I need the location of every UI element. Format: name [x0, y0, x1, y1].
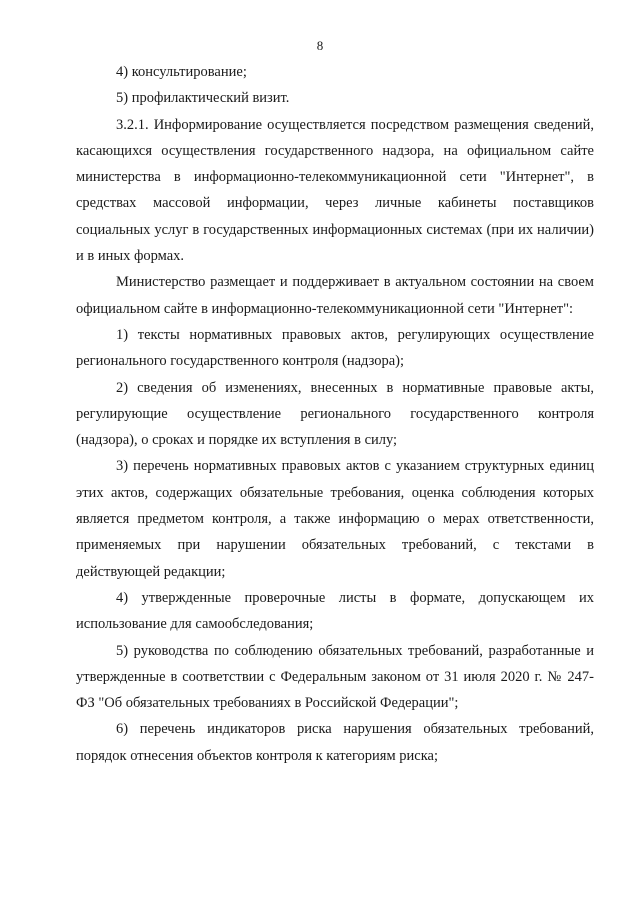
list-item-3-acts-list: 3) перечень нормативных правовых актов с указанием структурных единиц этих актов, содержащих обязательные требования, оценка соблюдения которых является предметом контроля, а также информацию о мерах ответственности, применяемых при нарушении обязательных требований, с текстами в действующей редакции;: [76, 458, 594, 580]
list-item-4-checklists: 4) утвержденные проверочные листы в формате, допускающем их использование для самообследования;: [76, 589, 594, 633]
paragraph-ministry-publishes: Министерство размещает и поддерживает в актуальном состоянии на своем официальном сайте в информационно-телекоммуникационной сети "Интернет":: [76, 274, 594, 317]
document-body: [76, 59, 594, 769]
paragraph-informing: 3.2.1. Информирование осуществляется посредством размещения сведений, касающихся осуществления государственного надзора, на официальном сайте министерства в информационно-телекоммуникационной сети "Интернет", в средствах массовой информации, через личные кабинеты поставщиков социальных услуг в государственных информационных системах (при их наличии) и в иных формах.: [76, 116, 594, 265]
list-item-1-legal-acts: 1) тексты нормативных правовых актов, регулирующих осуществление регионального государственного контроля (надзора);: [76, 326, 594, 370]
list-item-preventive-visit: 5) профилактический визит.: [116, 90, 290, 107]
list-item-6-risk-indicators: 6) перечень индикаторов риска нарушения обязательных требований, порядок отнесения объектов контроля к категориям риска;: [76, 721, 594, 764]
list-item-consulting: 4) консультирование;: [116, 64, 247, 80]
list-item-2-changes: 2) сведения об изменениях, внесенных в нормативные правовые акты, регулирующие осуществление регионального государственного контроля (надзора), о сроках и порядке их вступления в силу;: [76, 379, 594, 449]
list-item-5-guidelines: 5) руководства по соблюдению обязательных требований, разработанные и утвержденные в соответствии с Федеральным законом от 31 июля 2020 г. № 247-ФЗ "Об обязательных требованиях в Российской Федерации";: [76, 642, 594, 712]
page-number: 8: [316, 38, 324, 53]
